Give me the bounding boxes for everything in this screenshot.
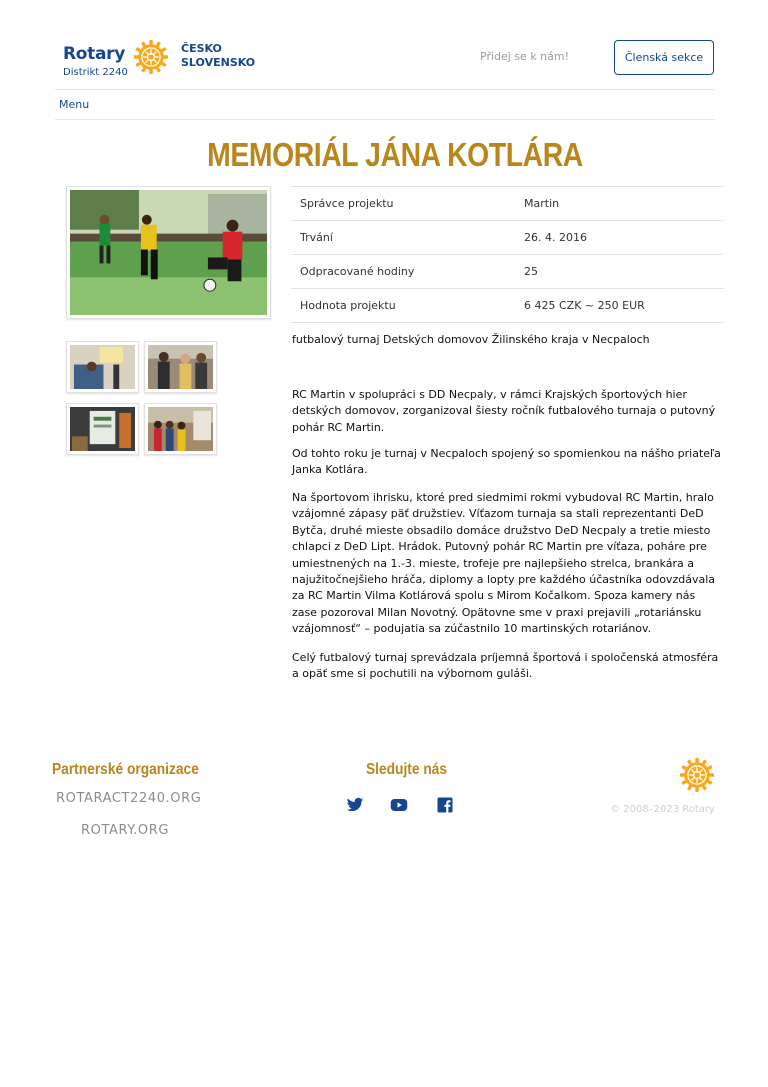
facebook-icon[interactable] bbox=[436, 796, 454, 814]
info-value: 25 bbox=[515, 255, 724, 289]
table-row bbox=[291, 187, 724, 221]
article-paragraph: Na športovom ihrisku, ktoré pred siedmimi rokmi vybudoval RC Martin, hralo vzájomné zápasy päť družstiev. Víťazom turnaja sa stali reprezentanti DeD Bytča, druhé mieste obsadilo domáce družstvo DeD Necpaly a tretie miesto chlapci z DeD Lipt. Hrádok. Putovný pohár RC Martin pre víťaza, poháre pre umiestnených na 1.-3. mieste, trofeje pre najlepšieho strelca, brankára a najužitočnejšieho hráča, diplomy a lopty pre každého účastníka odovzdávala za RC Martin Vilma Kotlárová spolu s Mirom Kočalkom. Spoza kamery nás zase pozoroval Milan Novotný. Opätovne sme v praxi prejavili „rotariánsku vzájomnosť“ – podujatia sa zúčastnilo 10 martinských rotariánov. bbox=[292, 491, 715, 636]
divider bbox=[55, 119, 715, 120]
gallery-thumbnail[interactable] bbox=[144, 341, 217, 393]
thumbnail-image bbox=[70, 407, 135, 451]
thumbnail-image bbox=[148, 407, 213, 451]
gallery-thumbnail[interactable] bbox=[144, 403, 217, 455]
article-paragraph: Od tohto roku je turnaj v Necpaloch spojený so spomienkou na nášho priateľa Janka Kotlára. bbox=[292, 447, 721, 477]
project-info-table bbox=[291, 186, 724, 323]
main-project-photo[interactable] bbox=[66, 186, 271, 319]
rotary-wheel-icon bbox=[680, 758, 714, 792]
table-row bbox=[291, 221, 724, 255]
rotary-logo[interactable] bbox=[63, 38, 263, 82]
page-title: MEMORIÁL JÁNA KOTLÁRA bbox=[207, 136, 583, 173]
youtube-icon[interactable] bbox=[390, 796, 408, 814]
rotary-wheel-icon bbox=[134, 40, 168, 74]
article-intro: futbalový turnaj Detských domovov Žilinského kraja v Necpaloch bbox=[292, 333, 650, 346]
follow-us-heading: Sledujte nás bbox=[366, 761, 448, 778]
logo-country-line2: SLOVENSKO bbox=[181, 56, 256, 69]
member-section-button[interactable]: Členská sekce bbox=[614, 40, 714, 75]
article-paragraph: RC Martin v spolupráci s DD Necpaly, v rámci Krajských športových hier detských domovov, zorganizoval šiesty ročník futbalového turnaja o putovný pohár RC Martin. bbox=[292, 388, 716, 434]
join-us-link[interactable]: Přidej se k nám! bbox=[480, 50, 570, 63]
menu-link[interactable]: Menu bbox=[59, 98, 90, 111]
table-row bbox=[291, 289, 724, 323]
logo-district-text: Distrikt 2240 bbox=[63, 67, 128, 78]
partner-link-rotaract[interactable]: ROTARACT2240.ORG bbox=[56, 791, 202, 806]
info-value: Martin bbox=[515, 187, 724, 221]
partner-link-rotary[interactable]: ROTARY.ORG bbox=[81, 823, 170, 838]
logo-country-line1: ČESKO bbox=[181, 42, 222, 55]
football-match-image bbox=[70, 190, 267, 315]
info-value: 26. 4. 2016 bbox=[515, 221, 724, 255]
article-paragraph: Celý futbalový turnaj sprevádzala príjemná športová i spoločenská atmosféra a opäť sme si pochutili na výbornom guláši. bbox=[292, 651, 719, 681]
info-label: Trvání bbox=[291, 221, 515, 255]
info-label: Odpracované hodiny bbox=[291, 255, 515, 289]
info-label: Správce projektu bbox=[291, 187, 515, 221]
thumbnail-image bbox=[148, 345, 213, 389]
site-header bbox=[55, 36, 715, 86]
divider bbox=[55, 89, 715, 90]
logo-rotary-text: Rotary bbox=[63, 44, 126, 64]
logo-country-text bbox=[181, 42, 281, 70]
twitter-icon[interactable] bbox=[346, 796, 364, 814]
info-value: 6 425 CZK ~ 250 EUR bbox=[515, 289, 724, 323]
partners-heading: Partnerské organizace bbox=[52, 761, 199, 778]
gallery-thumbnail[interactable] bbox=[66, 341, 139, 393]
info-label: Hodnota projektu bbox=[291, 289, 515, 323]
copyright-text: © 2008–2023 Rotary bbox=[610, 804, 715, 815]
thumbnail-image bbox=[70, 345, 135, 389]
gallery-thumbnail[interactable] bbox=[66, 403, 139, 455]
table-row bbox=[291, 255, 724, 289]
